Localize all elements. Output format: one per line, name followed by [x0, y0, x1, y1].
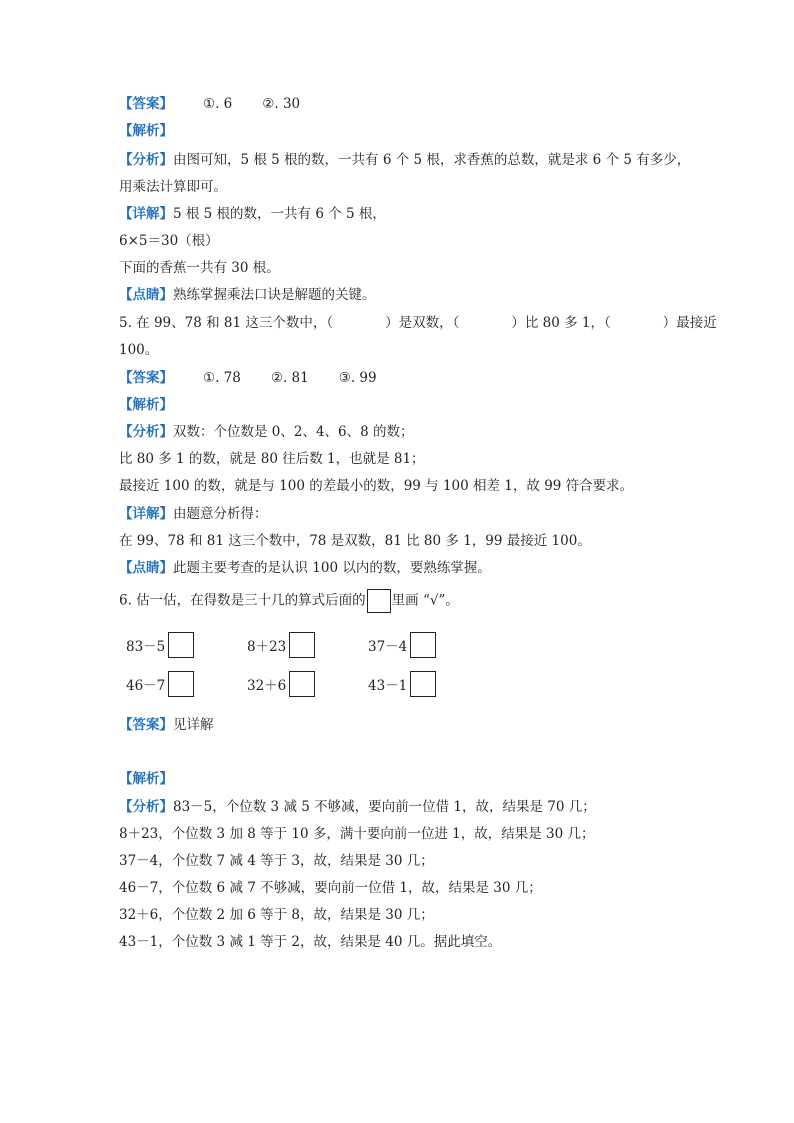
answer-item: ②. 81 — [270, 370, 309, 386]
detail-line — [119, 204, 386, 224]
analysis-line — [119, 797, 596, 817]
answer-box[interactable] — [289, 632, 315, 658]
detail-line — [119, 504, 268, 524]
exercise-item — [247, 671, 315, 697]
detail-tag: 【详解】 — [119, 206, 173, 222]
detail-line — [119, 258, 280, 278]
analysis-line — [119, 878, 542, 898]
analysis-line — [119, 851, 434, 871]
question-6 — [119, 589, 459, 613]
analysis-text: 双数：个位数是 0、2、4、6、8 的数； — [173, 424, 414, 440]
question-text: 5. 在 99、78 和 81 这三个数中，（ — [119, 315, 334, 331]
answer-box[interactable] — [168, 671, 194, 697]
key-point-text: 熟练掌握乘法口诀是解题的关键。 — [173, 287, 376, 303]
fenxi-tag: 【分析】 — [119, 424, 173, 440]
answer-tag: 【答案】 — [119, 717, 173, 733]
detail-tag: 【详解】 — [119, 506, 173, 522]
answer-box[interactable] — [410, 632, 436, 658]
analysis-text: 43－1，个位数 3 减 1 等于 2，故，结果是 40 几。据此填空。 — [119, 934, 502, 950]
exercise-item — [126, 632, 194, 658]
key-point-line — [119, 558, 491, 578]
answer-tag: 【答案】 — [119, 96, 173, 112]
exercise-expression: 32＋6 — [247, 678, 287, 694]
answer-box — [367, 589, 391, 613]
analysis-line — [119, 150, 690, 170]
exercise-expression: 43－1 — [368, 678, 408, 694]
detail-text: 由题意分析得： — [173, 506, 268, 522]
exercise-item — [368, 671, 436, 697]
analysis-line — [119, 476, 633, 496]
analysis-text: 8＋23，个位数 3 加 8 等于 10 多，满十要向前一位进 1，故，结果是 30 几； — [119, 826, 595, 842]
key-point-tag: 【点睛】 — [119, 560, 173, 576]
question-text: ）比 80 多 1，（ — [511, 315, 611, 331]
exercise-item — [126, 671, 194, 697]
answer-box[interactable] — [168, 632, 194, 658]
analysis-text: 比 80 多 1 的数，就是 80 往后数 1，也就是 81； — [119, 451, 425, 467]
analysis-tag: 【解析】 — [119, 771, 173, 787]
analysis-text: 83－5，个位数 3 减 5 不够减，要向前一位借 1，故，结果是 70 几； — [173, 799, 596, 815]
analysis-text: 37－4，个位数 7 减 4 等于 3，故，结果是 30 几； — [119, 853, 434, 869]
fenxi-tag: 【分析】 — [119, 799, 173, 815]
analysis-text: 46－7，个位数 6 减 7 不够减，要向前一位借 1，故，结果是 30 几； — [119, 880, 542, 896]
detail-line — [119, 231, 219, 251]
analysis-heading — [119, 395, 173, 415]
answer-box[interactable] — [410, 671, 436, 697]
question-text: 100。 — [119, 342, 159, 358]
analysis-line — [119, 177, 227, 197]
exercise-expression: 46－7 — [126, 678, 166, 694]
answer-tag: 【答案】 — [119, 370, 173, 386]
analysis-line — [119, 422, 414, 442]
analysis-text: 用乘法计算即可。 — [119, 179, 227, 195]
question-text: ）最接近 — [662, 315, 717, 331]
answer-item: ①. 78 — [203, 370, 241, 386]
detail-text: 6×5＝30（根） — [119, 233, 219, 249]
analysis-text: 最接近 100 的数，就是与 100 的差最小的数，99 与 100 相差 1，故 99 符合要求。 — [119, 478, 634, 494]
key-point-text: 此题主要考查的是认识 100 以内的数，要熟练掌握。 — [173, 560, 491, 576]
question-text: ）是双数，（ — [385, 315, 460, 331]
analysis-line — [119, 824, 595, 844]
answer-item: ②. 30 — [262, 96, 301, 112]
question-text: 里画 “√”。 — [391, 592, 459, 609]
answer-item: ③. 99 — [338, 370, 377, 386]
exercise-item — [368, 632, 436, 658]
key-point-tag: 【点睛】 — [119, 287, 173, 303]
analysis-heading — [119, 121, 173, 141]
answer-row-q4 — [119, 94, 300, 114]
exercise-expression: 83－5 — [126, 639, 166, 655]
analysis-heading — [119, 769, 173, 789]
answer-box[interactable] — [289, 671, 315, 697]
exercise-expression: 37－4 — [368, 639, 408, 655]
analysis-tag: 【解析】 — [119, 123, 173, 139]
analysis-line — [119, 449, 425, 469]
analysis-line — [119, 932, 501, 952]
detail-text: 下面的香蕉一共有 30 根。 — [119, 260, 280, 276]
answer-text: 见详解 — [173, 717, 214, 733]
analysis-tag: 【解析】 — [119, 397, 173, 413]
fenxi-tag: 【分析】 — [119, 152, 173, 168]
detail-text: 5 根 5 根的数，一共有 6 个 5 根， — [173, 206, 386, 222]
detail-line — [119, 531, 591, 551]
analysis-text: 32＋6，个位数 2 加 6 等于 8，故，结果是 30 几； — [119, 907, 434, 923]
question-5 — [119, 313, 717, 333]
answer-item: ①. 6 — [203, 96, 233, 112]
detail-text: 在 99、78 和 81 这三个数中，78 是双数，81 比 80 多 1，99 最接近 100。 — [119, 533, 591, 549]
key-point-line — [119, 285, 376, 305]
question-5-line2 — [119, 340, 158, 360]
analysis-text: 由图可知，5 根 5 根的数，一共有 6 个 5 根，求香蕉的总数，就是求 6 个 5 有多少， — [173, 152, 691, 168]
exercise-item — [247, 632, 315, 658]
analysis-line — [119, 905, 434, 925]
answer-row-q5 — [119, 368, 377, 388]
question-text: 6. 估一估，在得数是三十几的算式后面的 — [119, 592, 366, 609]
exercise-expression: 8＋23 — [247, 639, 287, 655]
answer-row-q6 — [119, 715, 214, 735]
